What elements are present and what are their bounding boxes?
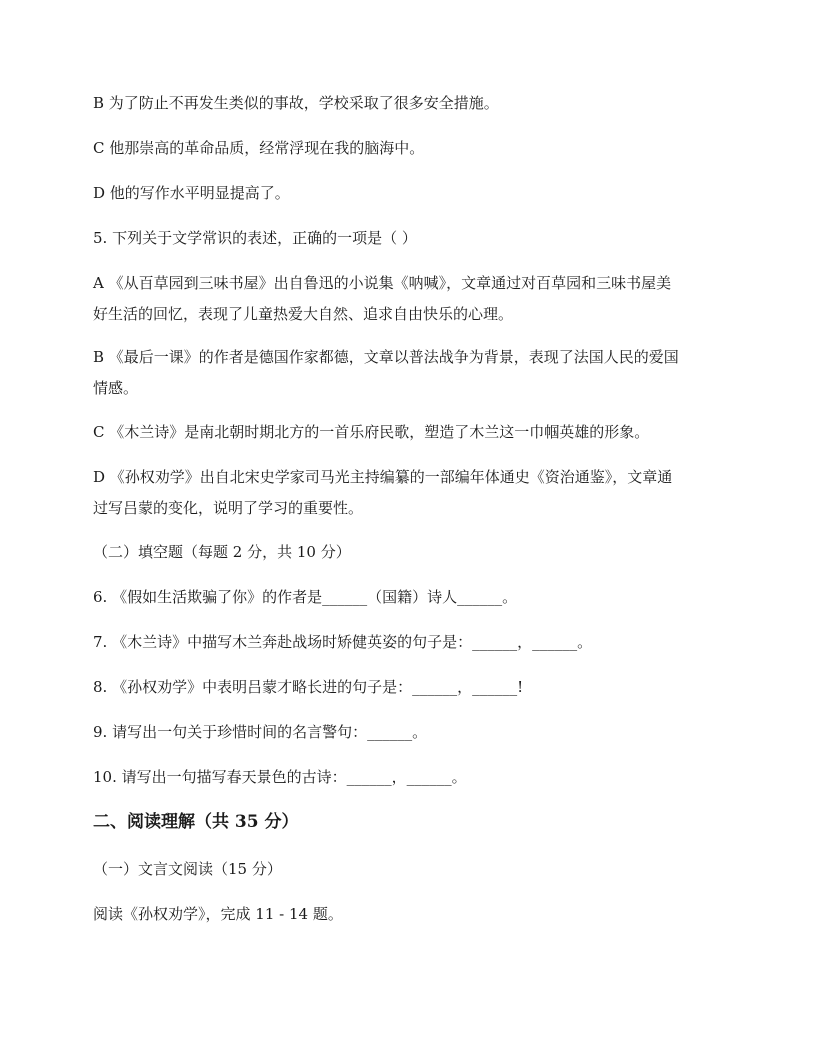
q5-option-c: C 《木兰诗》是南北朝时期北方的一首乐府民歌，塑造了木兰这一巾帼英雄的形象。 bbox=[93, 423, 650, 441]
q5-option-b-line1: B 《最后一课》的作者是德国作家都德，文章以普法战争为背景，表现了法国人民的爱国 bbox=[93, 348, 679, 366]
q8: 8. 《孙权劝学》中表明吕蒙才略长进的句子是：______，______! bbox=[93, 678, 524, 696]
q9: 9. 请写出一句关于珍惜时间的名言警句：______。 bbox=[93, 723, 428, 741]
section-2-heading: 二、阅读理解（共 35 分） bbox=[93, 812, 299, 832]
q5-option-a-line1: A 《从百草园到三味书屋》出自鲁迅的小说集《呐喊》，文章通过对百草园和三味书屋美 bbox=[93, 274, 672, 292]
q5-option-b-line2: 情感。 bbox=[93, 379, 139, 397]
q4-option-b: B 为了防止不再发生类似的事故，学校采取了很多安全措施。 bbox=[93, 94, 499, 112]
q10: 10. 请写出一句描写春天景色的古诗：______，______。 bbox=[93, 768, 467, 786]
q4-option-d: D 他的写作水平明显提高了。 bbox=[93, 184, 290, 202]
reading-instruction: 阅读《孙权劝学》，完成 11 - 14 题。 bbox=[93, 905, 343, 923]
q6: 6. 《假如生活欺骗了你》的作者是______（国籍）诗人______。 bbox=[93, 588, 518, 606]
q5-option-a-line2: 好生活的回忆，表现了儿童热爱大自然、追求自由快乐的心理。 bbox=[93, 305, 514, 323]
q4-option-c: C 他那崇高的革命品质，经常浮现在我的脑海中。 bbox=[93, 139, 425, 157]
fill-in-section-header: （二）填空题（每题 2 分，共 10 分） bbox=[93, 543, 351, 561]
q5-option-d-line1: D 《孙权劝学》出自北宋史学家司马光主持编纂的一部编年体通史《资治通鉴》，文章通 bbox=[93, 468, 673, 486]
q5-option-d-line2: 过写吕蒙的变化，说明了学习的重要性。 bbox=[93, 499, 364, 517]
classical-reading-header: （一）文言文阅读（15 分） bbox=[93, 860, 282, 878]
q5-stem: 5. 下列关于文学常识的表述，正确的一项是（ ） bbox=[93, 229, 417, 247]
q7: 7. 《木兰诗》中描写木兰奔赴战场时矫健英姿的句子是：______，______。 bbox=[93, 633, 593, 651]
